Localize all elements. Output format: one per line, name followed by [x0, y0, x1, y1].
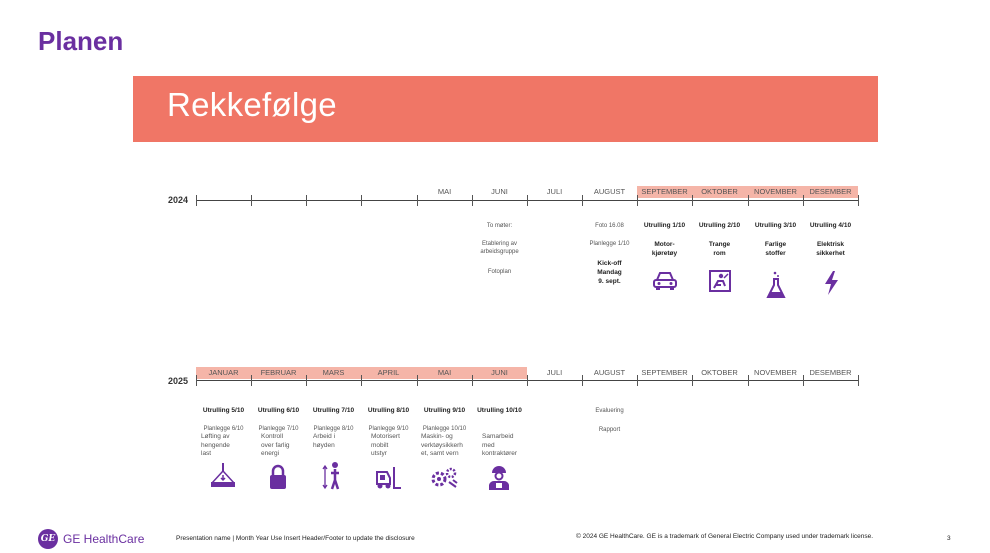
rollout-topic: Maskin- og [421, 433, 453, 440]
flask-icon [763, 270, 789, 300]
rollout-topic: kjøretøy [651, 250, 678, 257]
padlock-icon [263, 460, 293, 490]
banner-title: Rekkefølge [167, 86, 337, 123]
month-label: APRIL [377, 368, 400, 377]
timeline-tick [306, 195, 307, 206]
slide-title: Planen [38, 26, 124, 56]
rollout-date: Utrulling 6/10 [257, 407, 300, 414]
page-number: 3 [947, 535, 951, 542]
june-note-2: Etablering av arbeidsgruppe [480, 241, 519, 255]
rollout-topic: Løfting av [201, 433, 230, 440]
rollout-topic: Farlige [764, 241, 787, 248]
plan-note: Planlegge 7/10 [258, 426, 299, 432]
kickoff-line-1: Kick-off [597, 260, 622, 267]
plan-note: Planlegge 8/10 [313, 426, 354, 432]
rollout-topic: verktøysikkerh [421, 441, 463, 449]
august-note-1: Foto 16.08 [595, 223, 624, 229]
month-label: MAI [437, 368, 452, 377]
plan-note: Planlegge 10/10 [422, 426, 467, 432]
rollout-date: Utrulling 8/10 [367, 407, 410, 414]
rollout-date: Utrulling 9/10 [423, 407, 466, 414]
timeline-tick [858, 195, 859, 206]
report-note: Rapport [598, 427, 621, 433]
plan-note: Planlegge 9/10 [368, 426, 409, 432]
month-label: OKTOBER [701, 368, 738, 377]
rollout-topic: Elektrisk [816, 241, 845, 248]
timeline-tick [196, 195, 197, 206]
rollout-topic: utstyr [371, 450, 387, 457]
rollout-topic: last [201, 450, 212, 457]
rollout-topic: over farlig [261, 441, 290, 449]
rollout-topic: energi [261, 450, 280, 457]
rollout-topic: hengende [201, 441, 230, 449]
rollout-date: Utrulling 10/10 [477, 407, 522, 414]
rollout-topic: rom [713, 250, 726, 257]
rollout-topic: stoffer [765, 250, 786, 257]
worker-height-icon [318, 460, 348, 490]
rollout-date: Utrulling 7/10 [312, 407, 355, 414]
june-note-1: To møter: [486, 223, 513, 229]
gears-icon [429, 460, 459, 490]
rollout-topic: kontraktører [482, 450, 518, 457]
confined-space-icon [707, 270, 733, 300]
presentation-disclosure: Presentation name | Month Year Use Insert Header/Footer to update the disclosure [176, 535, 415, 542]
copyright: © 2024 GE HealthCare. GE is a trademark of General Electric Company used under trademark license. [576, 533, 874, 540]
month-label: NOVEMBER [754, 187, 797, 196]
year-label-2024: 2024 [168, 195, 189, 205]
month-label: NOVEMBER [754, 368, 797, 377]
rollout-topic: Motorisert [371, 433, 400, 440]
rollout-topic: Samarbeid [482, 433, 514, 440]
month-label: FEBRUAR [260, 368, 297, 377]
month-label: DESEMBER [809, 368, 852, 377]
car-icon [652, 270, 678, 300]
month-label: JULI [546, 368, 563, 377]
rollout-topic: med [482, 441, 495, 449]
june-note-3: Fotoplan [487, 269, 512, 275]
forklift-icon [373, 460, 403, 490]
month-label: JUNI [491, 187, 508, 196]
timeline-tick [858, 375, 859, 386]
rollout-topic: Kontroll [261, 433, 284, 440]
rollout-topic: Motor- [654, 241, 675, 248]
month-label: SEPTEMBER [641, 368, 688, 377]
month-label: JULI [546, 187, 563, 196]
year-label-2025: 2025 [168, 376, 189, 386]
month-label: MAI [437, 187, 452, 196]
plan-note: Planlegge 6/10 [203, 426, 244, 432]
rollout-date: Utrulling 3/10 [754, 222, 797, 229]
rollout-topic: Trange [708, 241, 731, 248]
ge-logo-icon: GE [38, 529, 58, 549]
brand-name: GE HealthCare [63, 532, 145, 546]
month-label: AUGUST [593, 187, 626, 196]
month-label: OKTOBER [701, 187, 738, 196]
month-label: JUNI [491, 368, 508, 377]
timeline-tick [361, 195, 362, 206]
month-label: MARS [322, 368, 345, 377]
hanging-load-icon [208, 460, 238, 490]
rollout-date: Utrulling 4/10 [809, 222, 852, 229]
rollout-topic: høyden [313, 441, 335, 449]
month-label: SEPTEMBER [641, 187, 688, 196]
kickoff-line-2: Mandag [597, 269, 622, 276]
rollout-topic: mobilt [371, 441, 389, 449]
kickoff-line-3: 9. sept. [598, 278, 621, 285]
rollout-topic: et, samt vern [421, 450, 459, 457]
rollout-date: Utrulling 1/10 [643, 222, 686, 229]
month-label: AUGUST [593, 368, 626, 377]
contractor-icon [484, 460, 514, 490]
lightning-icon [818, 270, 844, 300]
evaluation-note: Evaluering [595, 408, 624, 414]
timeline-tick [251, 195, 252, 206]
month-label: DESEMBER [809, 187, 852, 196]
rollout-topic: Arbeid i [313, 433, 336, 440]
month-label: JANUAR [208, 368, 239, 377]
rollout-date: Utrulling 5/10 [202, 407, 245, 414]
august-note-2: Planlegge 1/10 [589, 241, 630, 247]
rollout-topic: sikkerhet [816, 250, 845, 257]
rollout-date: Utrulling 2/10 [698, 222, 741, 229]
